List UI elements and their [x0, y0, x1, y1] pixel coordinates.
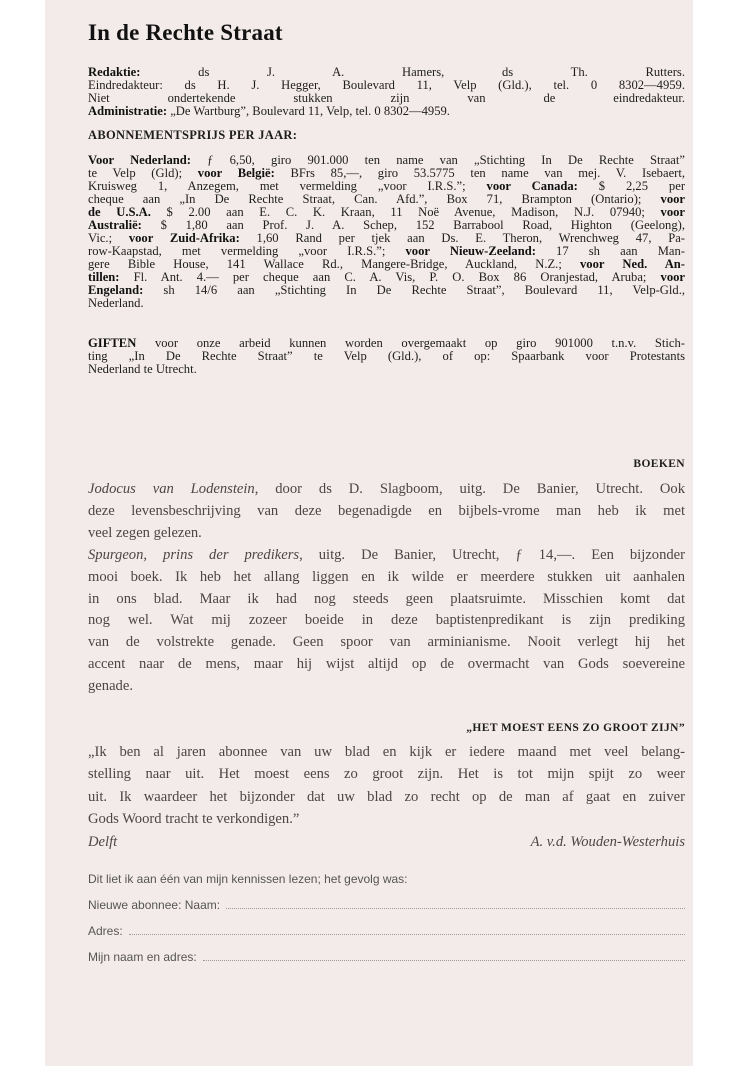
- text-run: BFrs 85,—, giro 53.5775 ten name van mej. V. Isebaert,: [274, 166, 685, 180]
- testimonial-signature: [88, 831, 685, 853]
- text-line: [88, 545, 685, 567]
- field-address[interactable]: [88, 912, 685, 938]
- text-line: [88, 523, 685, 545]
- text-run: $ 1,80 aan Prof. J. A. Schep, 152 Barrabool Road, Highton (Geelong),: [141, 218, 685, 232]
- testimonial-place: Delft: [88, 833, 118, 850]
- text-line: [88, 786, 685, 808]
- text-run: uit. Ik waardeer het bijzonder dat uw blad zo recht op de man af gaat en zuiver: [88, 788, 685, 805]
- text-line: [88, 589, 685, 611]
- text-run: Gods Woord tracht te verkondigen.”: [88, 811, 300, 828]
- dotted-fill-line[interactable]: [203, 960, 685, 961]
- bold-run: Australië:: [88, 218, 142, 232]
- text-run: deze levensbeschrijving van deze begenadigde en bijbels-vrome man heb ik met: [88, 502, 685, 519]
- bold-run: voor Nieuw-Zeeland:: [405, 244, 536, 258]
- bold-run: voor Canada:: [486, 179, 578, 193]
- field-own-name-address[interactable]: [88, 938, 685, 964]
- bold-run: GIFTEN: [88, 336, 137, 350]
- text-run: Nederland te Utrecht.: [88, 362, 197, 376]
- text-run: Niet ondertekende stukken zijn van de eindredakteur.: [88, 91, 685, 105]
- bold-run: Voor Nederland:: [88, 153, 191, 167]
- text-run: „Ik ben al jaren abonnee van uw blad en kijk er iedere maand met veel belang-: [88, 744, 685, 760]
- text-run: voor onze arbeid kunnen worden overgemaakt op giro 901000 t.n.v. Stich-: [136, 336, 685, 350]
- masthead: [88, 66, 685, 118]
- text-line: [88, 741, 685, 763]
- text-line: [88, 763, 685, 785]
- gifts-paragraph: [88, 337, 685, 376]
- text-line: [88, 808, 685, 830]
- text-run: $ 2.00 aan E. C. K. Kraan, 11 Noë Avenue, Madison, N.J. 07940;: [150, 205, 661, 219]
- testimonial-text: [88, 741, 685, 831]
- testimonial-author: A. v.d. Wouden-Westerhuis: [530, 833, 685, 850]
- dotted-fill-line[interactable]: [226, 908, 685, 909]
- field-label: Nieuwe abonnee: Naam:: [88, 898, 221, 912]
- text-run: mooi boek. Ik heb het allang liggen en ik wilde er meerdere stukken uit aanhalen: [88, 568, 685, 585]
- text-line: [88, 610, 685, 632]
- text-run: sh 14/6 aan „Stichting In De Rechte Straat”, Boulevard 11, Velp-Gld.,: [143, 283, 685, 297]
- text-run: gere Bible House, 141 Wallace Rd., Mangere-Bridge, Auckland, N.Z.;: [88, 257, 580, 271]
- bold-run: Redaktie:: [88, 65, 141, 79]
- bold-run: voor: [660, 205, 685, 219]
- text-run: Eindredakteur: ds H. J. Hegger, Boulevard 11, Velp (Gld.), tel. 0 8302—4959.: [88, 78, 685, 92]
- text-run: accent naar de mens, maar hij wijst altijd op de overmacht van Gods soevereine: [88, 656, 685, 673]
- text-line: [88, 632, 685, 654]
- text-line: [88, 676, 685, 698]
- text-run: te Velp (Gld);: [88, 166, 198, 180]
- text-run: cheque aan „In De Rechte Straat, Can. Afd.”, Box 71, Brampton (Ontario);: [88, 192, 661, 206]
- text-run: row-Kaapstad, met vermelding „voor I.R.S.”;: [88, 244, 406, 258]
- bold-run: voor: [660, 270, 685, 284]
- text-run: 1,60 Rand per tjek aan Ds. E. Theron, Wrenchweg 47, Pa-: [239, 231, 685, 245]
- field-new-subscriber-name[interactable]: [88, 886, 685, 912]
- text-line: [88, 501, 685, 523]
- text-run: ds J. A. Hamers, ds Th. Rutters.: [140, 65, 685, 79]
- field-label: Adres:: [88, 924, 123, 938]
- bold-run: voor België:: [197, 166, 275, 180]
- text-line: [88, 297, 685, 310]
- text-run: , door ds D. Slagboom, uitg. De Banier, Utrecht. Ook: [254, 481, 685, 497]
- text-run: Vic.;: [88, 231, 129, 245]
- subscription-heading: ABONNEMENTSPRIJS PER JAAR:: [88, 128, 298, 142]
- text-run: in ons blad. Maar ik had nog steeds geen plaatsruimte. Misschien komt dat: [88, 590, 685, 607]
- field-label: Mijn naam en adres:: [88, 950, 197, 964]
- text-run: „De Wartburg”, Boulevard 11, Velp, tel. 0 8302—4959.: [167, 104, 450, 118]
- text-run: , uitg. De Banier, Utrecht, ƒ 14,—. Een bijzonder: [299, 546, 685, 563]
- text-run: stelling naar uit. Het moest eens zo groot zijn. Het is tot mijn spijt zo weer: [88, 766, 685, 783]
- dotted-fill-line[interactable]: [129, 934, 685, 935]
- referral-form: [88, 872, 685, 964]
- bold-run: Administratie:: [88, 104, 168, 118]
- text-run: van de volstrekte genade. Geen spoor van arminianisme. Nooit verlegt hij het: [88, 634, 685, 651]
- text-run: 17 sh aan Man-: [535, 244, 685, 258]
- text-line: [88, 654, 685, 676]
- text-run: veel zegen gelezen.: [88, 524, 202, 541]
- bold-run: voor Zuid-Afrika:: [128, 231, 240, 245]
- text-line: [88, 363, 685, 376]
- text-line: [88, 479, 685, 501]
- bold-run: tillen:: [88, 270, 120, 284]
- testimonial: [88, 741, 685, 853]
- testimonial-heading: „HET MOEST EENS ZO GROOT ZIJN”: [466, 722, 685, 734]
- text-run: ting „In De Rechte Straat” te Velp (Gld.), of op: Spaarbank voor Protestants: [88, 349, 685, 363]
- text-run: ƒ 6,50, giro 901.000 ten name van „Stichting In De Rechte Straat”: [190, 153, 685, 167]
- bold-run: voor Ned. An-: [579, 257, 685, 271]
- form-intro: Dit liet ik aan één van mijn kennissen lezen; het gevolg was:: [88, 872, 408, 886]
- text-run: Fl. Ant. 4.— per cheque aan C. A. Vis, P. O. Box 86 Oranjestad, Aruba;: [119, 270, 661, 284]
- text-run: $ 2,25 per: [577, 179, 686, 193]
- text-line: [88, 284, 685, 297]
- text-run: nog wel. Wat mij zozeer boeide in deze baptistenpredikant is zijn prediking: [88, 612, 685, 629]
- page-title: In de Rechte Straat: [88, 20, 283, 45]
- text-run: Nederland.: [88, 296, 144, 310]
- text-run: genade.: [88, 678, 133, 695]
- books-reviews: [88, 479, 685, 698]
- bold-run: de U.S.A.: [88, 205, 151, 219]
- italic-run: Spurgeon, prins der predikers: [88, 546, 300, 563]
- bold-run: Engeland:: [88, 283, 144, 297]
- bold-run: voor: [660, 192, 685, 206]
- italic-run: Jodocus van Lodenstein: [88, 481, 255, 497]
- text-line: [88, 105, 685, 118]
- books-heading: BOEKEN: [633, 458, 685, 470]
- text-line: [88, 567, 685, 589]
- text-run: Kruisweg 1, Anzegem, met vermelding „voor I.R.S.”;: [88, 179, 487, 193]
- subscription-prices: [88, 154, 685, 310]
